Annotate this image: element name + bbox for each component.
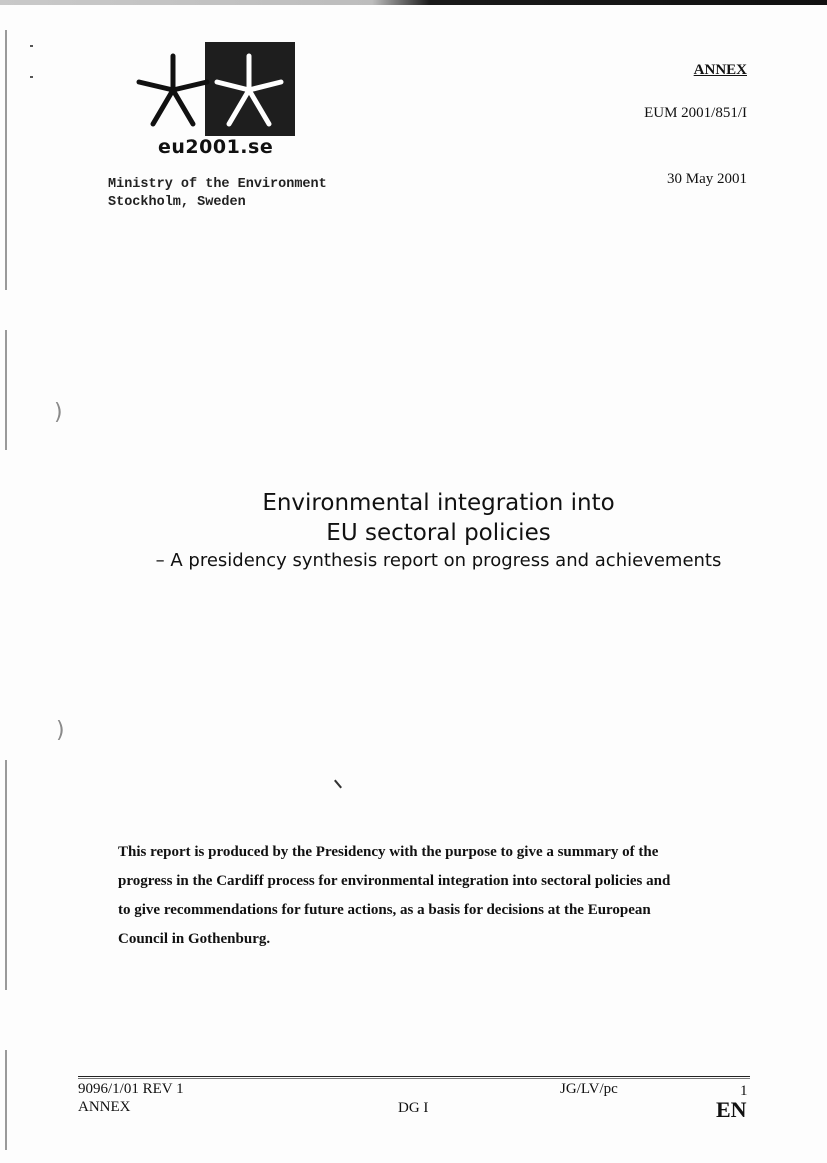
punch-hole-mark: ) <box>56 718 65 743</box>
scan-left-edge <box>5 330 7 450</box>
logo-wordmark: eu2001.se <box>158 136 274 158</box>
report-summary <box>118 838 758 954</box>
scan-left-edge <box>5 30 7 290</box>
summary-line: progress in the Cardiff process for environmental integration into sectoral policies and <box>118 873 671 889</box>
eu-presidency-logo <box>125 42 295 136</box>
ministry-location: Stockholm, Sweden <box>108 195 246 210</box>
pen-mark <box>334 780 342 789</box>
scan-top-edge <box>0 0 827 5</box>
ministry-address <box>108 176 327 212</box>
punch-hole-mark: ) <box>54 400 63 425</box>
star-figures-icon <box>125 42 295 136</box>
footer-rule <box>78 1076 750 1077</box>
scan-speck <box>30 76 33 78</box>
scan-left-edge <box>5 1050 7 1150</box>
footer-initials: JG/LV/pc <box>560 1081 618 1097</box>
summary-line: to give recommendations for future actions, as a basis for decisions at the European <box>118 902 651 918</box>
report-title-line2: EU sectoral policies <box>326 520 551 546</box>
scan-left-edge <box>5 760 7 990</box>
annex-heading: ANNEX <box>693 62 747 78</box>
scan-speck <box>30 45 33 47</box>
footer-doc-number: 9096/1/01 REV 1 <box>78 1081 184 1097</box>
report-subtitle: – A presidency synthesis report on progress and achievements <box>155 550 722 571</box>
footer-dg: DG I <box>398 1100 429 1116</box>
ministry-name: Ministry of the Environment <box>108 177 327 192</box>
document-reference: EUM 2001/851/I <box>644 105 747 121</box>
document-date: 30 May 2001 <box>667 171 747 187</box>
summary-line: This report is produced by the Presidency with the purpose to give a summary of the <box>118 844 659 860</box>
report-title-line1: Environmental integration into <box>262 490 615 516</box>
footer-rule <box>78 1078 750 1079</box>
footer-page-number: 1 <box>740 1083 748 1099</box>
summary-line: Council in Gothenburg. <box>118 931 271 947</box>
footer-language: EN <box>716 1097 747 1122</box>
footer-annex: ANNEX <box>78 1099 131 1115</box>
